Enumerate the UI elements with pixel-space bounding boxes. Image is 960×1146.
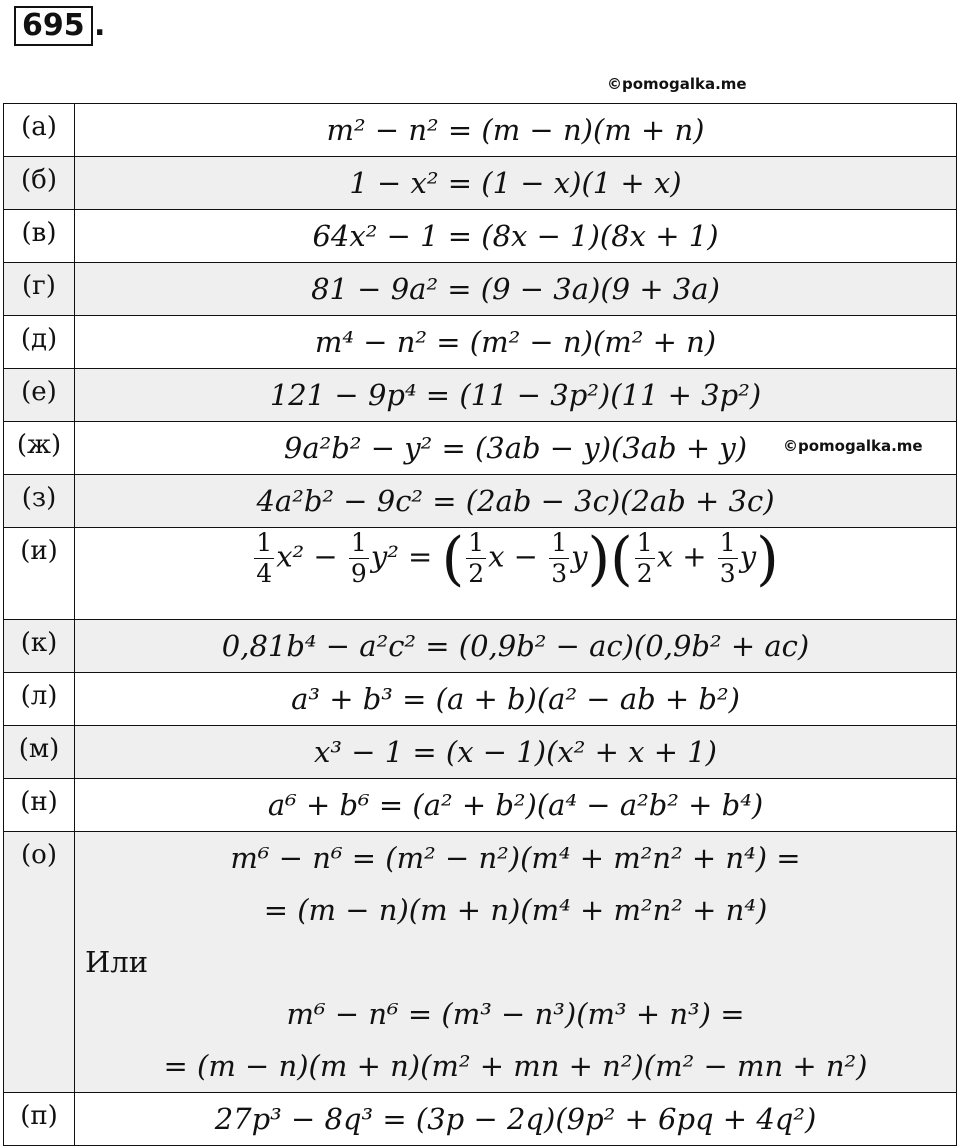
row-equation: a⁶ + b⁶ = (a² + b²)(a⁴ − a²b² + b⁴): [75, 779, 957, 832]
denominator: 2: [636, 559, 653, 588]
left-paren: (: [441, 524, 465, 593]
numerator: 1: [719, 528, 736, 557]
table-row: [4, 779, 957, 832]
term: x² −: [276, 539, 338, 574]
row-label: (в): [4, 210, 75, 263]
table-row: [4, 620, 957, 673]
row-equation: 0,81b⁴ − a²c² = (0,9b² − ac)(0,9b² + ac): [75, 620, 957, 673]
fraction: [254, 528, 274, 589]
equation-line: = (m − n)(m + n)(m² + mn + n²)(m² − mn + n²): [163, 1049, 868, 1083]
numerator: 1: [551, 528, 568, 557]
numerator: 1: [636, 528, 653, 557]
table-row: [4, 832, 957, 1093]
row-equation: 121 − 9p⁴ = (11 − 3p²)(11 + 3p²): [75, 369, 957, 422]
row-label: (к): [4, 620, 75, 673]
problem-number-dot: .: [94, 8, 106, 43]
row-label: (л): [4, 673, 75, 726]
equation-line: m⁶ − n⁶ = (m³ − n³)(m³ + n³) =: [286, 997, 745, 1031]
table-row: [4, 1093, 957, 1146]
table-row: [4, 726, 957, 779]
row-label: (п): [4, 1093, 75, 1146]
denominator: 3: [719, 559, 736, 588]
table-row: [4, 157, 957, 210]
table-row: [4, 210, 957, 263]
fraction: [466, 528, 486, 589]
table-row: [4, 263, 957, 316]
or-label: Или: [85, 945, 149, 979]
watermark-mid: ©pomogalka.me: [783, 437, 923, 455]
row-equation: [75, 422, 957, 475]
row-label: (е): [4, 369, 75, 422]
right-paren: ): [587, 524, 611, 593]
row-equation-text: 9a²b² − y² = (3ab − y)(3ab + y): [283, 431, 748, 465]
row-label: (н): [4, 779, 75, 832]
row-label: (а): [4, 104, 75, 157]
row-equation: 81 − 9a² = (9 − 3a)(9 + 3a): [75, 263, 957, 316]
table-row: [4, 104, 957, 157]
row-equation: 4a²b² − 9c² = (2ab − 3c)(2ab + 3c): [75, 475, 957, 528]
table-row: [4, 673, 957, 726]
table-row: [4, 475, 957, 528]
term: y: [739, 539, 757, 574]
row-equation: m⁴ − n² = (m² − n)(m² + n): [75, 316, 957, 369]
row-label: (и): [4, 528, 75, 620]
equation-line: = (m − n)(m + n)(m⁴ + m²n² + n⁴): [263, 893, 768, 927]
row-label: (б): [4, 157, 75, 210]
row-label: (о): [4, 832, 75, 1093]
row-equation: 27p³ − 8q³ = (3p − 2q)(9p² + 6pq + 4q²): [75, 1093, 957, 1146]
row-equation: x³ − 1 = (x − 1)(x² + x + 1): [75, 726, 957, 779]
fraction: [349, 528, 369, 589]
watermark-top: ©pomogalka.me: [607, 75, 747, 93]
fraction: [549, 528, 569, 589]
table-row: [4, 369, 957, 422]
term: y² =: [370, 539, 433, 574]
row-equation: a³ + b³ = (a + b)(a² − ab + b²): [75, 673, 957, 726]
row-label: (м): [4, 726, 75, 779]
row-equation: 64x² − 1 = (8x − 1)(8x + 1): [75, 210, 957, 263]
numerator: 1: [256, 528, 273, 557]
numerator: 1: [468, 528, 485, 557]
left-paren: (: [610, 524, 633, 593]
table-row: [4, 422, 957, 475]
row-label: (д): [4, 316, 75, 369]
numerator: 1: [350, 528, 367, 557]
denominator: 9: [350, 559, 367, 588]
row-equation: 1 − x² = (1 − x)(1 + x): [75, 157, 957, 210]
right-paren: ): [756, 524, 779, 593]
row-label: (г): [4, 263, 75, 316]
term: x −: [488, 539, 538, 574]
fraction: [635, 528, 655, 589]
table-row: [4, 316, 957, 369]
fraction: [718, 528, 738, 589]
problem-number: 695: [14, 6, 93, 46]
row-equation-fractions: [75, 524, 957, 620]
term: y: [571, 539, 588, 574]
equation-line: m⁶ − n⁶ = (m² − n²)(m⁴ + m²n² + n⁴) =: [230, 841, 801, 875]
solution-table: [3, 103, 957, 1146]
denominator: 3: [551, 559, 568, 588]
denominator: 2: [468, 559, 485, 588]
row-label: (з): [4, 475, 75, 528]
term: x +: [656, 539, 707, 574]
denominator: 4: [256, 559, 273, 588]
row-label: (ж): [4, 422, 75, 475]
row-equation-multiline: [75, 832, 957, 1093]
row-equation: m² − n² = (m − n)(m + n): [75, 104, 957, 157]
table-row: [4, 528, 957, 620]
